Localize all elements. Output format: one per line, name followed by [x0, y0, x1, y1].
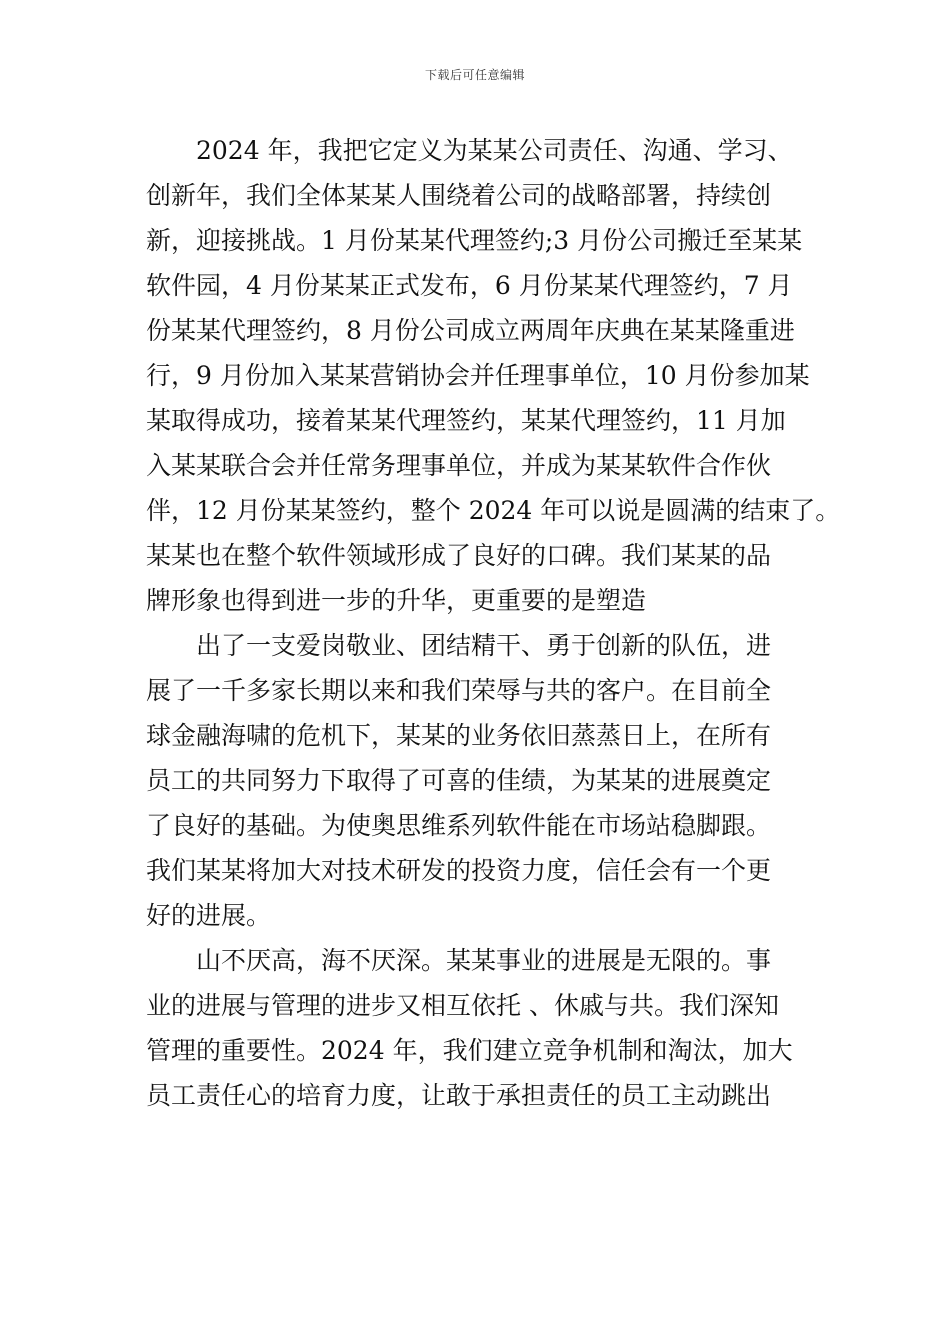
text-line: 管理的重要性。2024 年，我们建立竞争机制和淘汰，加大	[146, 1036, 793, 1065]
text-line: 份某某代理签约，8 月份公司成立两周年庆典在某某隆重进	[146, 316, 795, 345]
paragraph-2	[146, 623, 810, 938]
text-line: 入某某联合会并任常务理事单位，并成为某某软件合作伙	[146, 451, 772, 480]
text-line: 我们某某将加大对技术研发的投资力度，信任会有一个更	[146, 856, 772, 885]
text-line: 新，迎接挑战。1 月份某某代理签约;3 月份公司搬迁至某某	[146, 226, 803, 255]
document-body	[146, 128, 841, 1118]
text-line: 员工的共同努力下取得了可喜的佳绩，为某某的进展奠定	[146, 766, 772, 795]
page-header: 下载后可任意编辑	[424, 68, 525, 82]
text-line: 展了一千多家长期以来和我们荣辱与共的客户。在目前全	[146, 676, 772, 705]
text-line: 业的进展与管理的进步又相互依托 、休戚与共。我们深知	[146, 991, 779, 1020]
paragraph-3	[146, 938, 810, 1118]
text-line: 某取得成功，接着某某代理签约，某某代理签约，11 月加	[146, 406, 786, 435]
text-line: 员工责任心的培育力度，让敢于承担责任的员工主动跳出	[146, 1081, 772, 1110]
text-line: 创新年，我们全体某某人围绕着公司的战略部署，持续创	[146, 181, 772, 210]
paragraph-1	[146, 128, 841, 623]
text-line: 了良好的基础。为使奥思维系列软件能在市场站稳脚跟。	[146, 811, 772, 840]
text-line: 好的进展。	[146, 901, 272, 930]
text-line: 球金融海啸的危机下，某某的业务依旧蒸蒸日上，在所有	[146, 721, 772, 750]
text-line: 山不厌高，海不厌深。某某事业的进展是无限的。事	[196, 946, 772, 975]
text-line: 软件园，4 月份某某正式发布，6 月份某某代理签约，7 月	[146, 271, 793, 300]
text-line: 牌形象也得到进一步的升华，更重要的是塑造	[146, 586, 647, 615]
text-line: 某某也在整个软件领域形成了良好的口碑。我们某某的品	[146, 541, 772, 570]
text-line: 行，9 月份加入某某营销协会并任理事单位，10 月份参加某	[146, 361, 810, 390]
text-line: 出了一支爱岗敬业、团结精干、勇于创新的队伍，进	[196, 631, 772, 660]
text-line: 伴，12 月份某某签约，整个 2024 年可以说是圆满的结束了。	[146, 496, 841, 525]
text-line: 2024 年，我把它定义为某某公司责任、沟通、学习、	[196, 136, 793, 165]
